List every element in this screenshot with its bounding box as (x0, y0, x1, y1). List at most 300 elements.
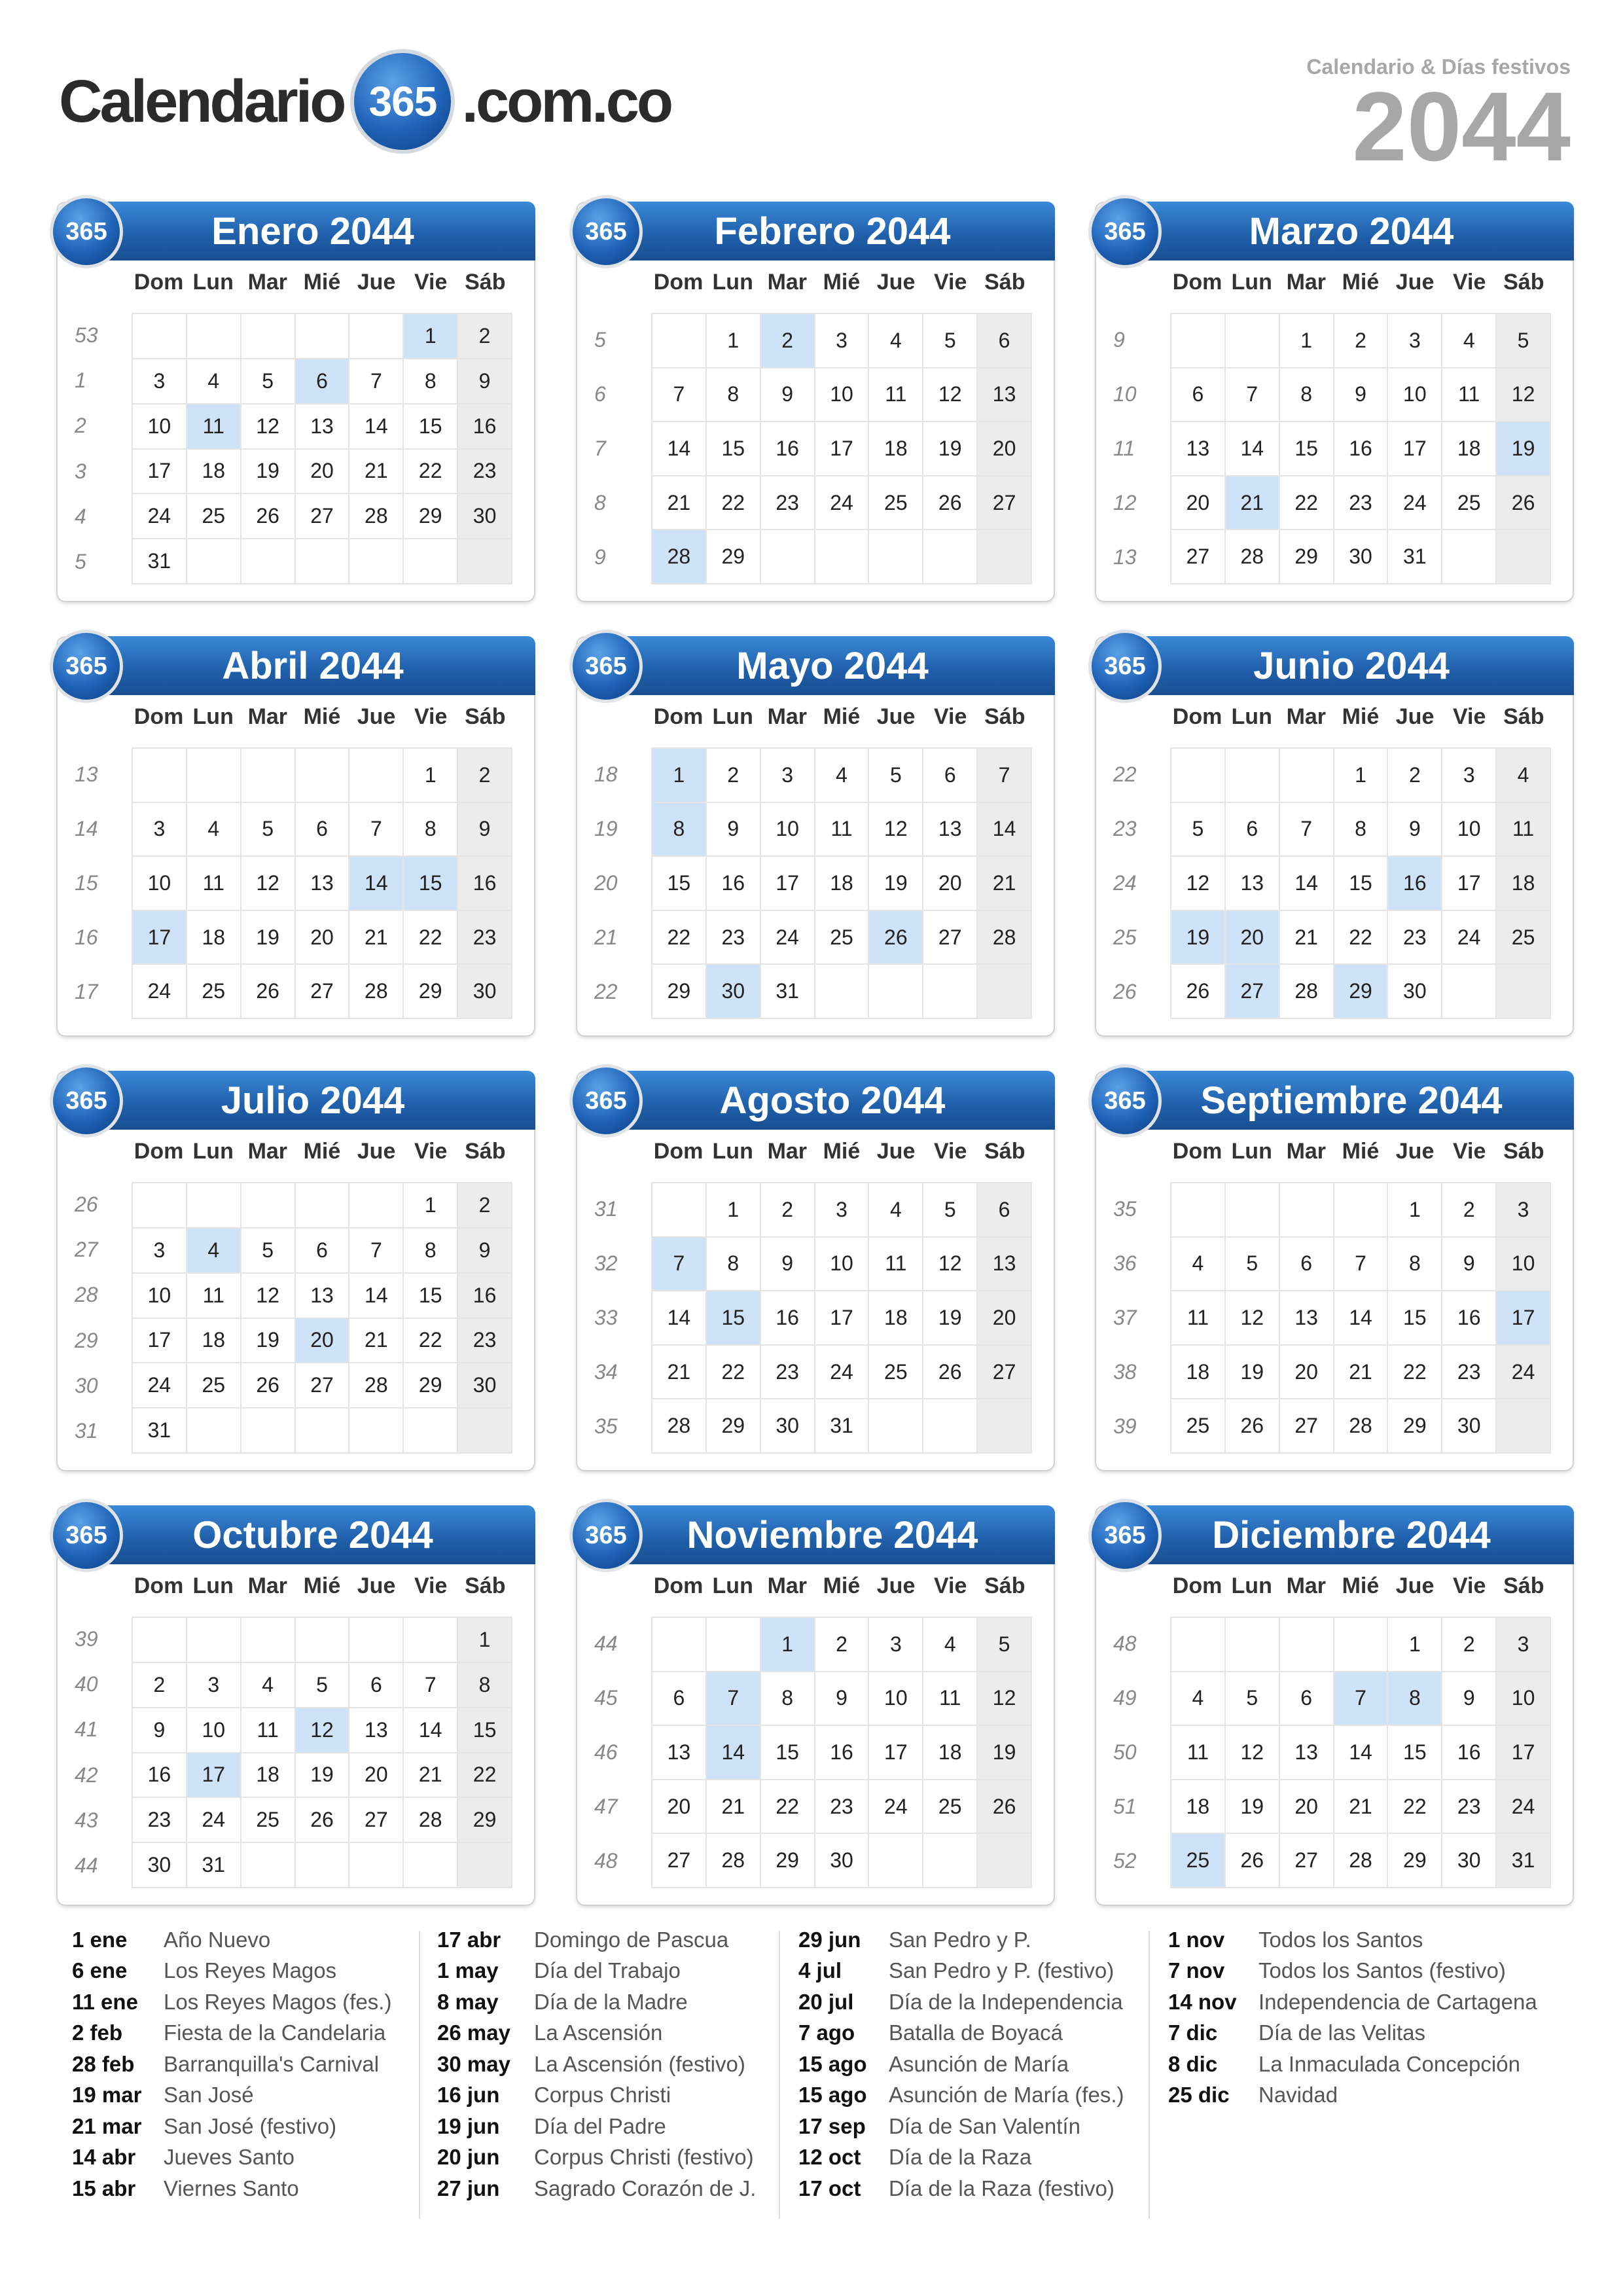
day-cell[interactable]: 17 (815, 422, 870, 476)
day-cell[interactable]: 21 (1226, 476, 1280, 531)
day-cell[interactable]: 28 (1280, 965, 1334, 1019)
day-cell[interactable]: 8 (458, 1663, 512, 1708)
day-cell[interactable]: 26 (923, 476, 978, 531)
day-cell[interactable]: 1 (707, 314, 761, 368)
day-cell[interactable]: 29 (458, 1798, 512, 1843)
day-cell[interactable]: 4 (923, 1618, 978, 1672)
day-cell[interactable]: 10 (133, 1274, 187, 1319)
day-cell[interactable]: 18 (869, 1291, 923, 1346)
day-cell[interactable]: 7 (1334, 1238, 1389, 1292)
day-cell[interactable]: 17 (133, 911, 187, 965)
day-cell[interactable]: 27 (923, 911, 978, 965)
day-cell[interactable]: 21 (1280, 911, 1334, 965)
day-cell[interactable]: 9 (1442, 1672, 1497, 1727)
day-cell[interactable]: 26 (241, 965, 296, 1019)
day-cell[interactable]: 25 (187, 494, 241, 539)
day-cell[interactable]: 19 (923, 1291, 978, 1346)
day-cell[interactable]: 20 (652, 1780, 707, 1835)
day-cell[interactable]: 8 (404, 359, 458, 404)
day-cell[interactable]: 22 (458, 1753, 512, 1799)
day-cell[interactable]: 10 (1497, 1238, 1551, 1292)
day-cell[interactable]: 20 (1280, 1780, 1334, 1835)
day-cell[interactable]: 24 (1497, 1780, 1551, 1835)
day-cell[interactable]: 17 (133, 1319, 187, 1364)
day-cell[interactable]: 4 (1171, 1672, 1226, 1727)
day-cell[interactable]: 24 (815, 1346, 870, 1400)
day-cell[interactable]: 19 (923, 422, 978, 476)
day-cell[interactable]: 22 (404, 450, 458, 495)
day-cell[interactable]: 7 (978, 749, 1032, 803)
day-cell[interactable]: 29 (404, 1363, 458, 1408)
day-cell[interactable]: 9 (458, 359, 512, 404)
day-cell[interactable]: 14 (652, 422, 707, 476)
day-cell[interactable]: 12 (1171, 857, 1226, 911)
day-cell[interactable]: 5 (241, 803, 296, 857)
day-cell[interactable]: 14 (1334, 1291, 1389, 1346)
day-cell[interactable]: 1 (1280, 314, 1334, 368)
day-cell[interactable]: 17 (1497, 1291, 1551, 1346)
day-cell[interactable]: 19 (241, 911, 296, 965)
day-cell[interactable]: 25 (241, 1798, 296, 1843)
day-cell[interactable]: 30 (133, 1843, 187, 1888)
day-cell[interactable]: 29 (707, 1399, 761, 1454)
day-cell[interactable]: 11 (815, 803, 870, 857)
day-cell[interactable]: 25 (1442, 476, 1497, 531)
day-cell[interactable]: 21 (707, 1780, 761, 1835)
day-cell[interactable]: 4 (1497, 749, 1551, 803)
day-cell[interactable]: 24 (815, 476, 870, 531)
day-cell[interactable]: 18 (187, 911, 241, 965)
day-cell[interactable]: 26 (241, 494, 296, 539)
day-cell[interactable]: 10 (815, 368, 870, 423)
day-cell[interactable]: 12 (869, 803, 923, 857)
day-cell[interactable]: 17 (1497, 1726, 1551, 1780)
day-cell[interactable]: 20 (978, 1291, 1032, 1346)
day-cell[interactable]: 3 (187, 1663, 241, 1708)
day-cell[interactable]: 26 (869, 911, 923, 965)
day-cell[interactable]: 14 (707, 1726, 761, 1780)
day-cell[interactable]: 24 (1497, 1346, 1551, 1400)
day-cell[interactable]: 12 (241, 857, 296, 911)
site-logo[interactable] (59, 46, 671, 157)
day-cell[interactable]: 3 (1497, 1618, 1551, 1672)
day-cell[interactable]: 20 (978, 422, 1032, 476)
day-cell[interactable]: 21 (349, 911, 404, 965)
day-cell[interactable]: 21 (1334, 1346, 1389, 1400)
day-cell[interactable]: 26 (1171, 965, 1226, 1019)
day-cell[interactable]: 19 (1171, 911, 1226, 965)
day-cell[interactable]: 28 (652, 530, 707, 584)
day-cell[interactable]: 19 (296, 1753, 350, 1799)
day-cell[interactable]: 7 (1334, 1672, 1389, 1727)
day-cell[interactable]: 18 (187, 450, 241, 495)
day-cell[interactable]: 15 (1280, 422, 1334, 476)
day-cell[interactable]: 23 (707, 911, 761, 965)
day-cell[interactable]: 12 (978, 1672, 1032, 1727)
day-cell[interactable]: 10 (761, 803, 815, 857)
day-cell[interactable]: 20 (296, 450, 350, 495)
day-cell[interactable]: 4 (869, 314, 923, 368)
day-cell[interactable]: 13 (296, 857, 350, 911)
day-cell[interactable]: 31 (1388, 530, 1442, 584)
day-cell[interactable]: 6 (652, 1672, 707, 1727)
day-cell[interactable]: 18 (241, 1753, 296, 1799)
day-cell[interactable]: 7 (652, 368, 707, 423)
day-cell[interactable]: 11 (187, 857, 241, 911)
day-cell[interactable]: 30 (458, 494, 512, 539)
day-cell[interactable]: 19 (869, 857, 923, 911)
day-cell[interactable]: 13 (296, 1274, 350, 1319)
day-cell[interactable]: 27 (296, 1363, 350, 1408)
day-cell[interactable]: 7 (404, 1663, 458, 1708)
day-cell[interactable]: 22 (1334, 911, 1389, 965)
day-cell[interactable]: 28 (1334, 1834, 1389, 1888)
day-cell[interactable]: 2 (1334, 314, 1389, 368)
day-cell[interactable]: 24 (187, 1798, 241, 1843)
day-cell[interactable]: 6 (296, 1229, 350, 1274)
day-cell[interactable]: 12 (1226, 1291, 1280, 1346)
day-cell[interactable]: 23 (761, 1346, 815, 1400)
day-cell[interactable]: 11 (923, 1672, 978, 1727)
day-cell[interactable]: 29 (1388, 1834, 1442, 1888)
day-cell[interactable]: 3 (761, 749, 815, 803)
day-cell[interactable]: 16 (815, 1726, 870, 1780)
day-cell[interactable]: 9 (458, 1229, 512, 1274)
day-cell[interactable]: 2 (458, 1183, 512, 1229)
day-cell[interactable]: 26 (1226, 1399, 1280, 1454)
day-cell[interactable]: 16 (1442, 1291, 1497, 1346)
day-cell[interactable]: 12 (923, 1238, 978, 1292)
day-cell[interactable]: 2 (1442, 1183, 1497, 1238)
day-cell[interactable]: 22 (1280, 476, 1334, 531)
day-cell[interactable]: 8 (404, 1229, 458, 1274)
day-cell[interactable]: 14 (1226, 422, 1280, 476)
day-cell[interactable]: 2 (761, 1183, 815, 1238)
day-cell[interactable]: 13 (1280, 1291, 1334, 1346)
day-cell[interactable]: 5 (1226, 1672, 1280, 1727)
day-cell[interactable]: 30 (1442, 1399, 1497, 1454)
day-cell[interactable]: 10 (869, 1672, 923, 1727)
day-cell[interactable]: 2 (133, 1663, 187, 1708)
day-cell[interactable]: 14 (652, 1291, 707, 1346)
day-cell[interactable]: 10 (187, 1708, 241, 1753)
day-cell[interactable]: 15 (1334, 857, 1389, 911)
day-cell[interactable]: 30 (761, 1399, 815, 1454)
day-cell[interactable]: 31 (815, 1399, 870, 1454)
day-cell[interactable]: 21 (652, 1346, 707, 1400)
day-cell[interactable]: 3 (133, 1229, 187, 1274)
day-cell[interactable]: 2 (815, 1618, 870, 1672)
day-cell[interactable]: 18 (1171, 1346, 1226, 1400)
day-cell[interactable]: 31 (761, 965, 815, 1019)
day-cell[interactable]: 3 (1442, 749, 1497, 803)
day-cell[interactable]: 12 (1226, 1726, 1280, 1780)
day-cell[interactable]: 21 (349, 450, 404, 495)
day-cell[interactable]: 19 (1226, 1780, 1280, 1835)
day-cell[interactable]: 13 (978, 368, 1032, 423)
day-cell[interactable]: 28 (652, 1399, 707, 1454)
day-cell[interactable]: 19 (978, 1726, 1032, 1780)
day-cell[interactable]: 16 (458, 857, 512, 911)
day-cell[interactable]: 21 (1334, 1780, 1389, 1835)
day-cell[interactable]: 12 (241, 404, 296, 450)
day-cell[interactable]: 6 (1280, 1238, 1334, 1292)
day-cell[interactable]: 25 (1171, 1834, 1226, 1888)
day-cell[interactable]: 7 (1280, 803, 1334, 857)
day-cell[interactable]: 16 (707, 857, 761, 911)
day-cell[interactable]: 5 (241, 359, 296, 404)
day-cell[interactable]: 17 (133, 450, 187, 495)
day-cell[interactable]: 16 (133, 1753, 187, 1799)
day-cell[interactable]: 17 (761, 857, 815, 911)
day-cell[interactable]: 13 (923, 803, 978, 857)
day-cell[interactable]: 15 (707, 422, 761, 476)
day-cell[interactable]: 22 (707, 1346, 761, 1400)
day-cell[interactable]: 8 (1388, 1238, 1442, 1292)
day-cell[interactable]: 14 (978, 803, 1032, 857)
day-cell[interactable]: 9 (815, 1672, 870, 1727)
day-cell[interactable]: 3 (133, 803, 187, 857)
day-cell[interactable]: 6 (1226, 803, 1280, 857)
day-cell[interactable]: 30 (1388, 965, 1442, 1019)
day-cell[interactable]: 14 (349, 404, 404, 450)
day-cell[interactable]: 28 (1334, 1399, 1389, 1454)
day-cell[interactable]: 31 (187, 1843, 241, 1888)
day-cell[interactable]: 29 (1388, 1399, 1442, 1454)
day-cell[interactable]: 14 (349, 1274, 404, 1319)
day-cell[interactable]: 6 (296, 803, 350, 857)
day-cell[interactable]: 22 (761, 1780, 815, 1835)
day-cell[interactable]: 16 (761, 1291, 815, 1346)
day-cell[interactable]: 16 (1442, 1726, 1497, 1780)
day-cell[interactable]: 20 (1226, 911, 1280, 965)
day-cell[interactable]: 29 (652, 965, 707, 1019)
day-cell[interactable]: 6 (1280, 1672, 1334, 1727)
day-cell[interactable]: 30 (815, 1834, 870, 1888)
day-cell[interactable]: 27 (978, 476, 1032, 531)
day-cell[interactable]: 17 (1442, 857, 1497, 911)
day-cell[interactable]: 30 (458, 965, 512, 1019)
day-cell[interactable]: 22 (404, 1319, 458, 1364)
day-cell[interactable]: 5 (923, 314, 978, 368)
day-cell[interactable]: 6 (349, 1663, 404, 1708)
day-cell[interactable]: 12 (1497, 368, 1551, 423)
day-cell[interactable]: 30 (707, 965, 761, 1019)
day-cell[interactable]: 25 (869, 1346, 923, 1400)
day-cell[interactable]: 27 (1280, 1834, 1334, 1888)
day-cell[interactable]: 31 (133, 539, 187, 584)
day-cell[interactable]: 2 (458, 749, 512, 803)
day-cell[interactable]: 23 (133, 1798, 187, 1843)
day-cell[interactable]: 6 (978, 314, 1032, 368)
day-cell[interactable]: 11 (187, 1274, 241, 1319)
day-cell[interactable]: 2 (1388, 749, 1442, 803)
day-cell[interactable]: 5 (241, 1229, 296, 1274)
day-cell[interactable]: 1 (404, 1183, 458, 1229)
day-cell[interactable]: 3 (815, 1183, 870, 1238)
day-cell[interactable]: 9 (707, 803, 761, 857)
day-cell[interactable]: 30 (458, 1363, 512, 1408)
day-cell[interactable]: 22 (404, 911, 458, 965)
day-cell[interactable]: 23 (1442, 1346, 1497, 1400)
day-cell[interactable]: 11 (1171, 1291, 1226, 1346)
day-cell[interactable]: 11 (1497, 803, 1551, 857)
day-cell[interactable]: 5 (296, 1663, 350, 1708)
day-cell[interactable]: 28 (1226, 530, 1280, 584)
day-cell[interactable]: 18 (815, 857, 870, 911)
day-cell[interactable]: 23 (1442, 1780, 1497, 1835)
day-cell[interactable]: 9 (761, 368, 815, 423)
day-cell[interactable]: 6 (296, 359, 350, 404)
day-cell[interactable]: 15 (404, 857, 458, 911)
day-cell[interactable]: 28 (349, 1363, 404, 1408)
day-cell[interactable]: 28 (978, 911, 1032, 965)
day-cell[interactable]: 16 (1334, 422, 1389, 476)
day-cell[interactable]: 25 (869, 476, 923, 531)
day-cell[interactable]: 26 (296, 1798, 350, 1843)
day-cell[interactable]: 9 (458, 803, 512, 857)
day-cell[interactable]: 24 (133, 1363, 187, 1408)
day-cell[interactable]: 15 (458, 1708, 512, 1753)
day-cell[interactable]: 9 (761, 1238, 815, 1292)
day-cell[interactable]: 19 (1226, 1346, 1280, 1400)
day-cell[interactable]: 11 (241, 1708, 296, 1753)
day-cell[interactable]: 7 (349, 359, 404, 404)
day-cell[interactable]: 4 (187, 1229, 241, 1274)
day-cell[interactable]: 8 (761, 1672, 815, 1727)
day-cell[interactable]: 4 (869, 1183, 923, 1238)
day-cell[interactable]: 29 (1334, 965, 1389, 1019)
day-cell[interactable]: 24 (133, 965, 187, 1019)
day-cell[interactable]: 25 (187, 965, 241, 1019)
day-cell[interactable]: 9 (133, 1708, 187, 1753)
day-cell[interactable]: 24 (761, 911, 815, 965)
day-cell[interactable]: 27 (1226, 965, 1280, 1019)
day-cell[interactable]: 4 (187, 803, 241, 857)
day-cell[interactable]: 29 (1280, 530, 1334, 584)
day-cell[interactable]: 5 (923, 1183, 978, 1238)
day-cell[interactable]: 1 (404, 749, 458, 803)
day-cell[interactable]: 4 (241, 1663, 296, 1708)
day-cell[interactable]: 7 (349, 1229, 404, 1274)
day-cell[interactable]: 23 (458, 911, 512, 965)
day-cell[interactable]: 19 (241, 1319, 296, 1364)
day-cell[interactable]: 6 (978, 1183, 1032, 1238)
day-cell[interactable]: 18 (187, 1319, 241, 1364)
day-cell[interactable]: 12 (241, 1274, 296, 1319)
day-cell[interactable]: 8 (1388, 1672, 1442, 1727)
day-cell[interactable]: 17 (1388, 422, 1442, 476)
day-cell[interactable]: 5 (978, 1618, 1032, 1672)
day-cell[interactable]: 3 (869, 1618, 923, 1672)
day-cell[interactable]: 5 (1226, 1238, 1280, 1292)
day-cell[interactable]: 5 (1171, 803, 1226, 857)
day-cell[interactable]: 27 (349, 1798, 404, 1843)
day-cell[interactable]: 21 (652, 476, 707, 531)
day-cell[interactable]: 6 (1171, 368, 1226, 423)
day-cell[interactable]: 28 (707, 1834, 761, 1888)
day-cell[interactable]: 27 (1171, 530, 1226, 584)
day-cell[interactable]: 14 (349, 857, 404, 911)
day-cell[interactable]: 11 (1171, 1726, 1226, 1780)
day-cell[interactable]: 26 (1497, 476, 1551, 531)
day-cell[interactable]: 10 (1497, 1672, 1551, 1727)
day-cell[interactable]: 13 (1226, 857, 1280, 911)
day-cell[interactable]: 25 (815, 911, 870, 965)
day-cell[interactable]: 11 (187, 404, 241, 450)
day-cell[interactable]: 8 (652, 803, 707, 857)
day-cell[interactable]: 15 (761, 1726, 815, 1780)
day-cell[interactable]: 10 (133, 857, 187, 911)
day-cell[interactable]: 27 (1280, 1399, 1334, 1454)
day-cell[interactable]: 18 (869, 422, 923, 476)
day-cell[interactable]: 2 (458, 314, 512, 359)
day-cell[interactable]: 24 (1442, 911, 1497, 965)
day-cell[interactable]: 29 (404, 494, 458, 539)
day-cell[interactable]: 1 (707, 1183, 761, 1238)
day-cell[interactable]: 20 (296, 911, 350, 965)
day-cell[interactable]: 18 (1171, 1780, 1226, 1835)
day-cell[interactable]: 7 (349, 803, 404, 857)
day-cell[interactable]: 23 (761, 476, 815, 531)
day-cell[interactable]: 27 (296, 494, 350, 539)
day-cell[interactable]: 13 (296, 404, 350, 450)
day-cell[interactable]: 20 (923, 857, 978, 911)
day-cell[interactable]: 23 (1388, 911, 1442, 965)
day-cell[interactable]: 24 (133, 494, 187, 539)
day-cell[interactable]: 14 (1280, 857, 1334, 911)
day-cell[interactable]: 12 (923, 368, 978, 423)
day-cell[interactable]: 7 (707, 1672, 761, 1727)
day-cell[interactable]: 29 (707, 530, 761, 584)
day-cell[interactable]: 3 (1497, 1183, 1551, 1238)
day-cell[interactable]: 26 (1226, 1834, 1280, 1888)
day-cell[interactable]: 7 (1226, 368, 1280, 423)
day-cell[interactable]: 12 (296, 1708, 350, 1753)
day-cell[interactable]: 23 (815, 1780, 870, 1835)
day-cell[interactable]: 19 (1497, 422, 1551, 476)
day-cell[interactable]: 1 (1388, 1618, 1442, 1672)
day-cell[interactable]: 31 (133, 1408, 187, 1454)
day-cell[interactable]: 8 (1280, 368, 1334, 423)
day-cell[interactable]: 14 (404, 1708, 458, 1753)
day-cell[interactable]: 3 (1388, 314, 1442, 368)
day-cell[interactable]: 18 (1497, 857, 1551, 911)
day-cell[interactable]: 20 (296, 1319, 350, 1364)
day-cell[interactable]: 31 (1497, 1834, 1551, 1888)
day-cell[interactable]: 8 (707, 1238, 761, 1292)
day-cell[interactable]: 22 (652, 911, 707, 965)
day-cell[interactable]: 15 (707, 1291, 761, 1346)
day-cell[interactable]: 11 (869, 368, 923, 423)
day-cell[interactable]: 10 (815, 1238, 870, 1292)
day-cell[interactable]: 19 (241, 450, 296, 495)
day-cell[interactable]: 13 (652, 1726, 707, 1780)
day-cell[interactable]: 20 (1280, 1346, 1334, 1400)
day-cell[interactable]: 10 (133, 404, 187, 450)
day-cell[interactable]: 4 (1442, 314, 1497, 368)
day-cell[interactable]: 30 (1442, 1834, 1497, 1888)
day-cell[interactable]: 11 (869, 1238, 923, 1292)
day-cell[interactable]: 1 (1334, 749, 1389, 803)
day-cell[interactable]: 21 (349, 1319, 404, 1364)
day-cell[interactable]: 5 (1497, 314, 1551, 368)
day-cell[interactable]: 13 (349, 1708, 404, 1753)
day-cell[interactable]: 1 (1388, 1183, 1442, 1238)
day-cell[interactable]: 28 (349, 494, 404, 539)
day-cell[interactable]: 21 (978, 857, 1032, 911)
day-cell[interactable]: 13 (1171, 422, 1226, 476)
